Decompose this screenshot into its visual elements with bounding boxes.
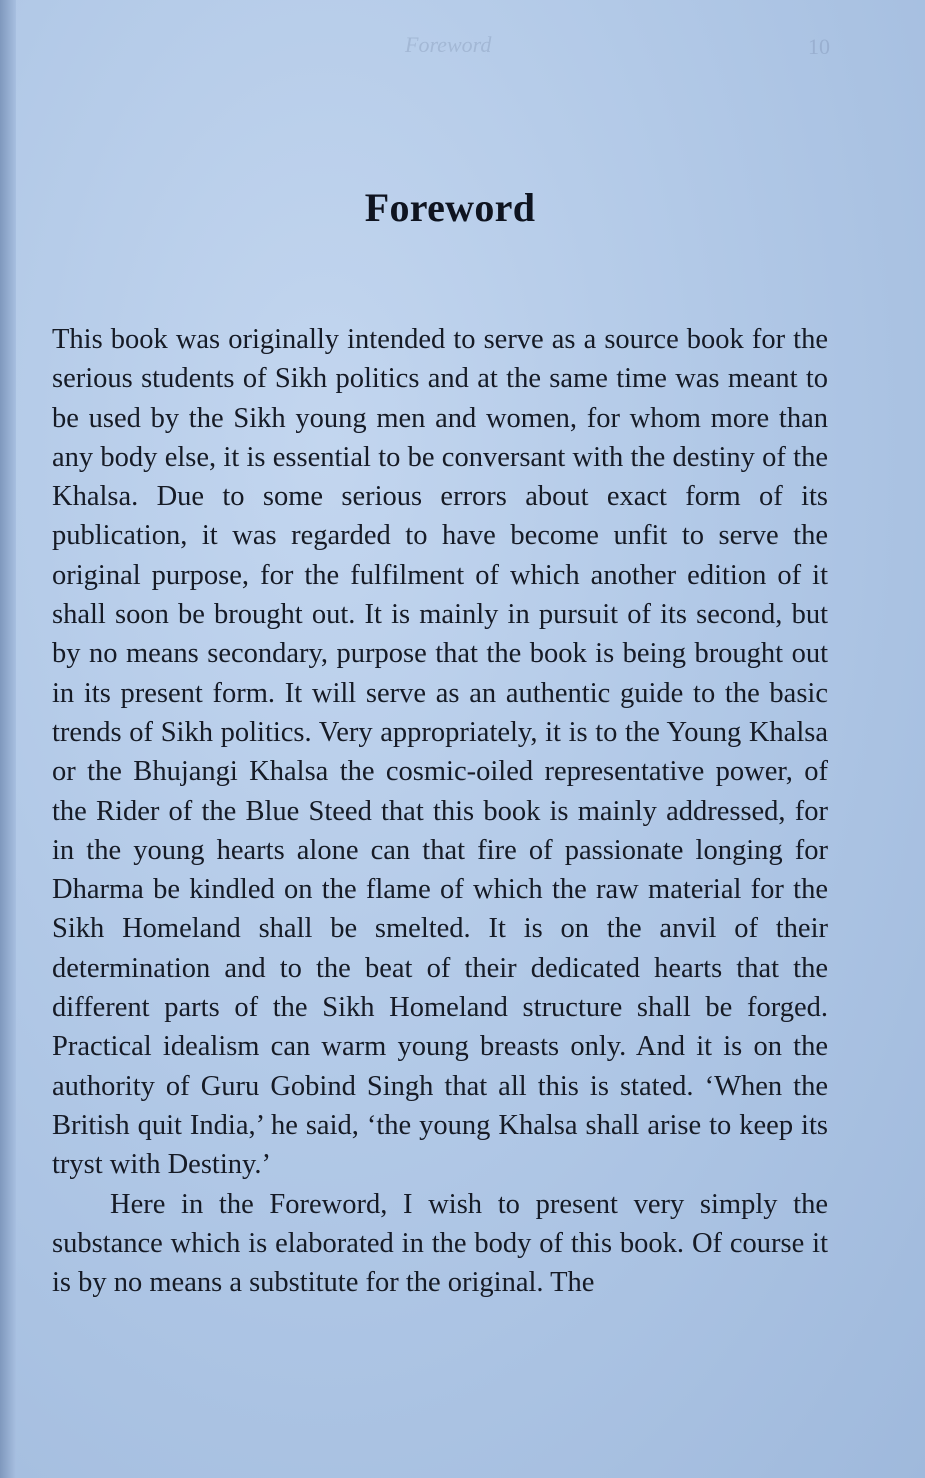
- paragraph-2: Here in the Foreword, I wish to present very simply the substance which is elaborated in the body of this book. Of course it is by no means a substitute for the original. The: [52, 1188, 828, 1299]
- running-header-title: Foreword: [405, 32, 492, 57]
- chapter-title: Foreword: [364, 185, 536, 230]
- paragraph-1: This book was originally intended to serve as a source book for the serious students of Sikh politics and at the same time was meant to be used by the Sikh young men and women, for whom more than any body else, it is essential to be conversant with the destiny of the Khalsa. Due to some serious errors about exact form of its publication, it was regarded to have become unfit to serve the original purpose, for the fulfilment of which another edition of it shall soon be brought out. It is mainly in pursuit of its second, but by no means secondary, purpose that the book is being brought out in its present form. It will serve as an authentic guide to the basic trends of Sikh politics. Very appropriately, it is to the Young Khalsa or the Bhujangi Khalsa the cosmic-oiled representative power, of the Rider of the Blue Steed that this book is mainly addressed, for in the young hearts alone can that fire of passionate longing for Dharma be kindled on the flame of which the raw material for the Sikh Homeland shall be smelted. It is on the anvil of their determination and to the beat of their dedicated hearts that the different parts of the Sikh Homeland structure shall be forged. Practical idealism can warm young breasts only. And it is on the authority of Guru Gobind Singh that all this is stated. ‘When the British quit India,’ he said, ‘the young Khalsa shall arise to keep its tryst with Destiny.’: [52, 324, 828, 1181]
- page-number: 10: [808, 34, 830, 59]
- body-text: [52, 320, 828, 1302]
